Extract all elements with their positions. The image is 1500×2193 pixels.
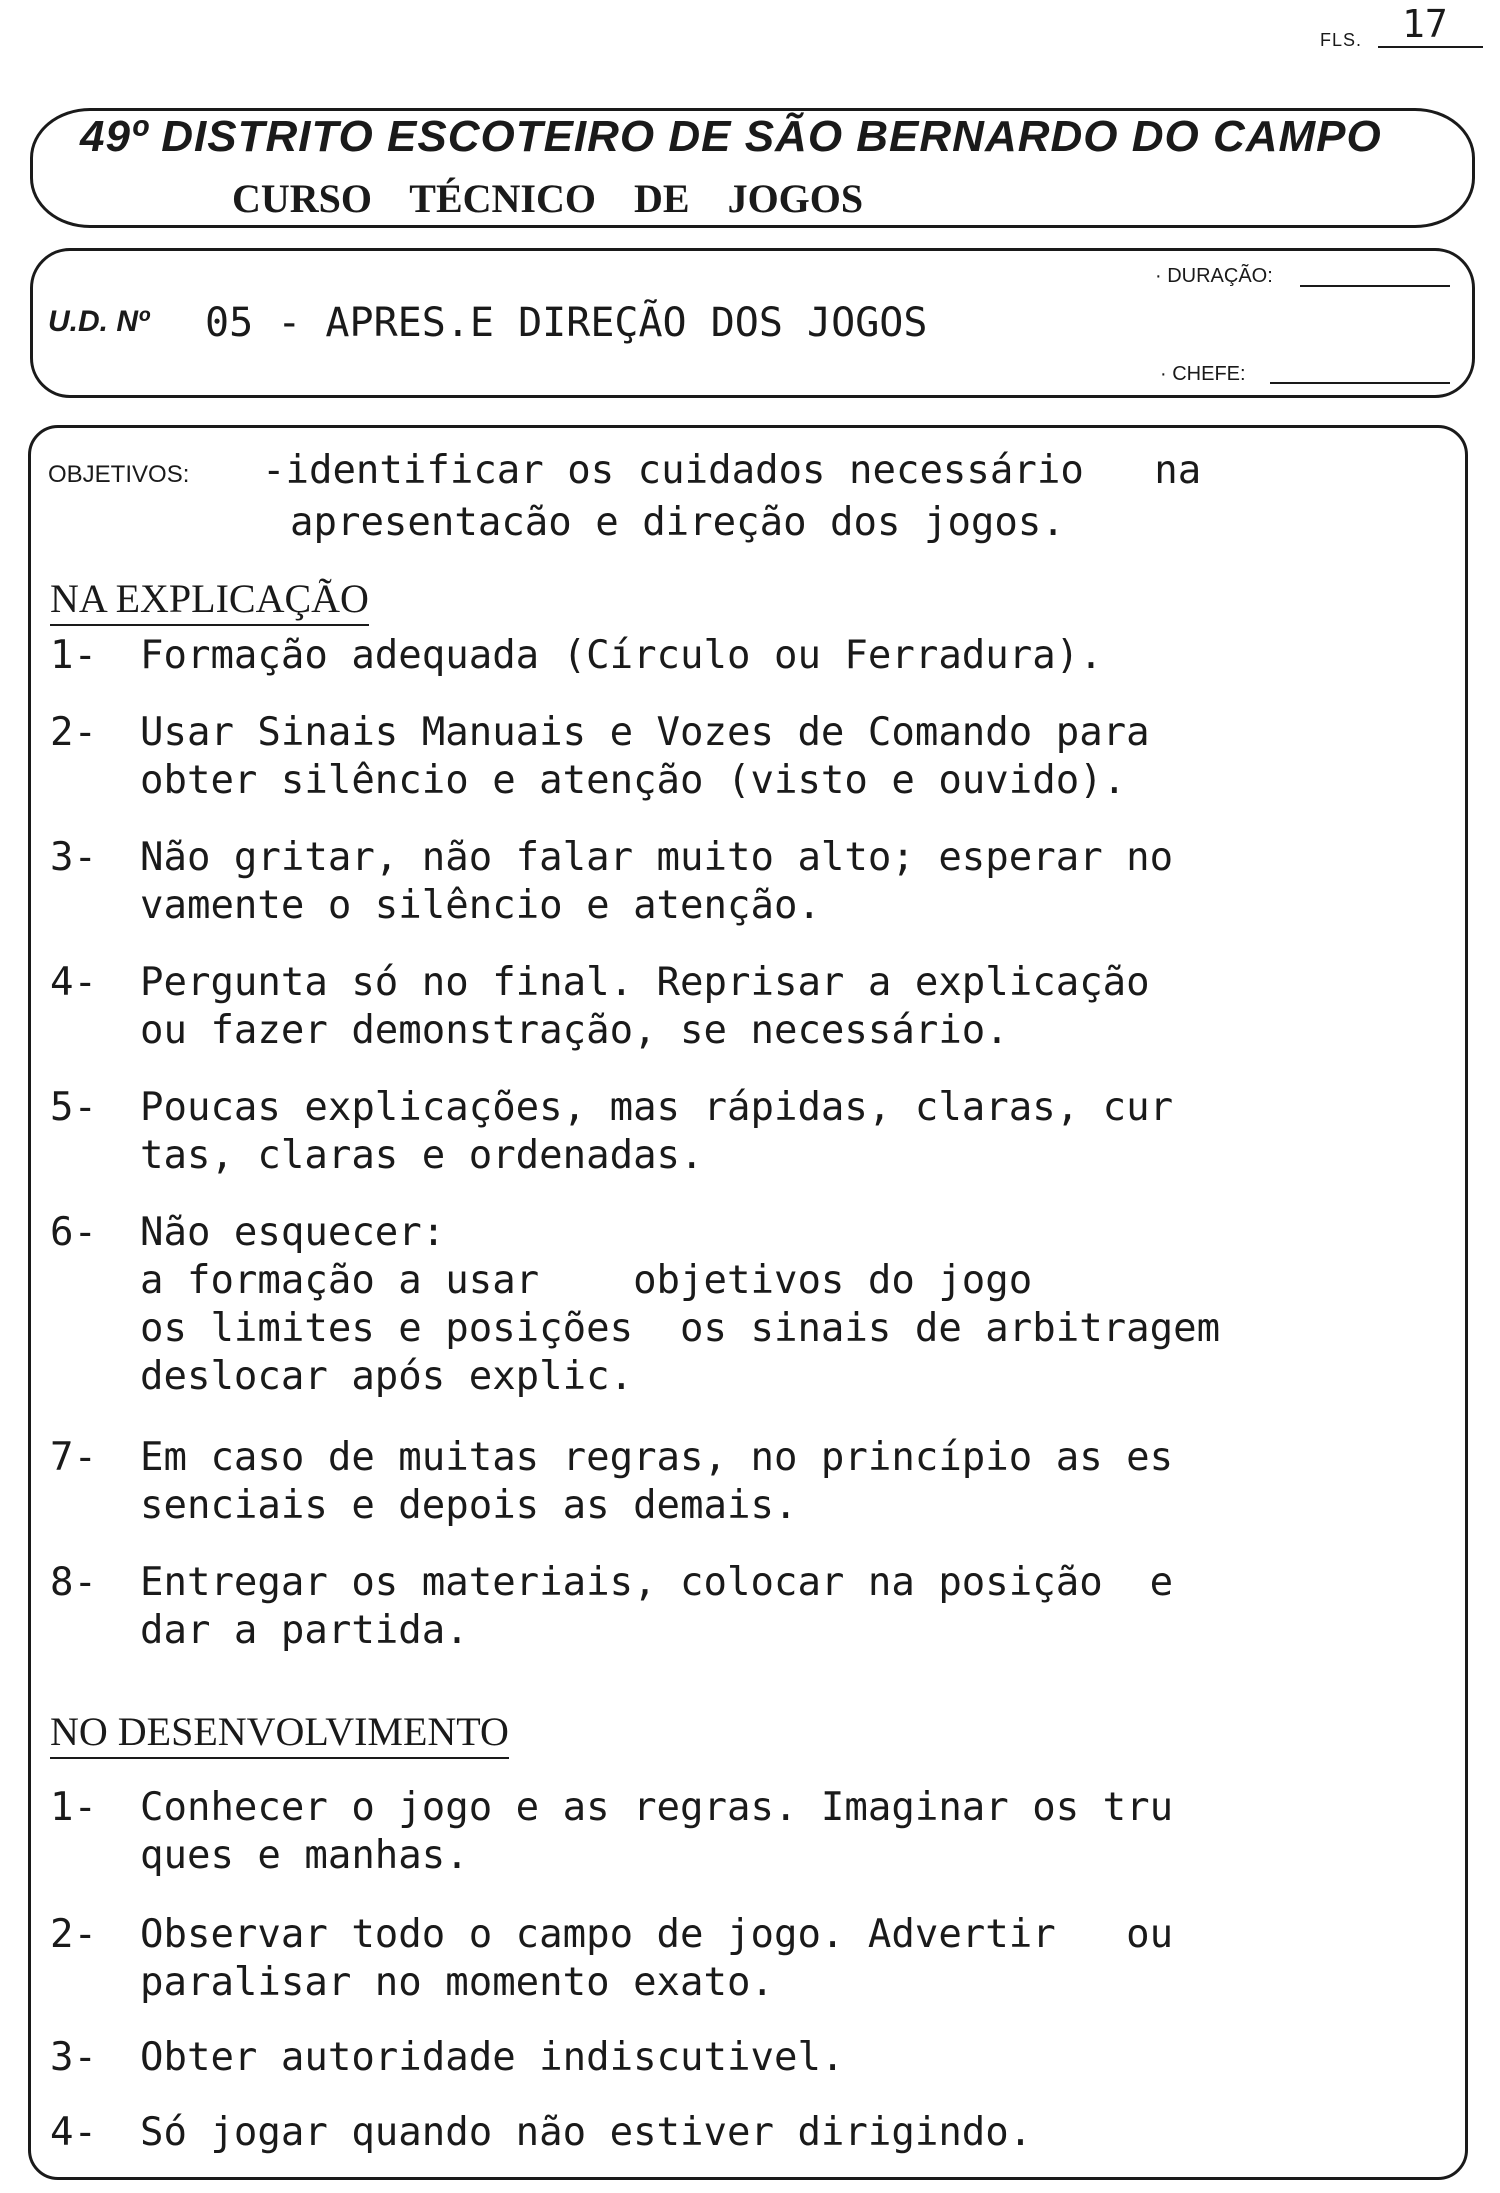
explanation-item-line: vamente o silêncio e atenção. <box>140 883 821 928</box>
development-item-line: Observar todo o campo de jogo. Advertir ou <box>140 1912 1174 1957</box>
development-item-line: ques e manhas. <box>140 1833 469 1878</box>
explanation-item-line: Não gritar, não falar muito alto; esperar no <box>140 835 1174 880</box>
explanation-item-line: deslocar após explic. <box>140 1354 634 1399</box>
explanation-item-number: 5- <box>50 1085 97 1130</box>
development-item-line: Só jogar quando não estiver dirigindo. <box>140 2110 1033 2155</box>
explanation-item-line: senciais e depois as demais. <box>140 1483 798 1528</box>
development-item-line: Obter autoridade indiscutivel. <box>140 2035 845 2080</box>
explanation-item-number: 6- <box>50 1210 97 1255</box>
objectives-label: OBJETIVOS: <box>48 461 190 488</box>
development-heading: NO DESENVOLVIMENTO <box>50 1708 509 1759</box>
explanation-item-line: os limites e posições os sinais de arbitragem <box>140 1306 1221 1351</box>
explanation-item-number: 2- <box>50 710 97 755</box>
explanation-item-line: obter silêncio e atenção (visto e ouvido). <box>140 758 1127 803</box>
explanation-item-line: Pergunta só no final. Reprisar a explicação <box>140 960 1150 1005</box>
objectives-line-2: apresentacão e direção dos jogos. <box>290 500 1065 545</box>
explanation-item-number: 1- <box>50 633 97 678</box>
development-item-number: 4- <box>50 2110 97 2155</box>
development-item-number: 2- <box>50 1912 97 1957</box>
explanation-item-line: Poucas explicações, mas rápidas, claras, cur <box>140 1085 1174 1130</box>
organization-title: 49º DISTRITO ESCOTEIRO DE SÃO BERNARDO DO CAMPO <box>80 112 1382 161</box>
duration-label: · DURAÇÃO: <box>1155 265 1273 287</box>
explanation-item-line: dar a partida. <box>140 1608 469 1653</box>
development-item-line: Conhecer o jogo e as regras. Imaginar os tru <box>140 1785 1174 1830</box>
chief-label: · CHEFE: <box>1160 363 1246 385</box>
explanation-item-line: Em caso de muitas regras, no princípio as es <box>140 1435 1174 1480</box>
objectives-line-1: -identificar os cuidados necessário na <box>262 448 1202 493</box>
explanation-item-line: Usar Sinais Manuais e Vozes de Comando para <box>140 710 1150 755</box>
explanation-item-line: Não esquecer: <box>140 1210 446 1255</box>
unit-label: U.D. Nº <box>48 305 149 338</box>
explanation-item-line: ou fazer demonstração, se necessário. <box>140 1008 1009 1053</box>
explanation-item-line: Entregar os materiais, colocar na posição e <box>140 1560 1174 1605</box>
explanation-item-line: Formação adequada (Círculo ou Ferradura). <box>140 633 1103 678</box>
explanation-item-line: a formação a usar objetivos do jogo <box>140 1258 1033 1303</box>
explanation-item-number: 3- <box>50 835 97 880</box>
explanation-item-number: 7- <box>50 1435 97 1480</box>
duration-field-line <box>1300 285 1450 287</box>
explanation-heading: NA EXPLICAÇÃO <box>50 575 369 626</box>
development-item-number: 1- <box>50 1785 97 1830</box>
chief-field-line <box>1270 382 1450 384</box>
explanation-item-number: 4- <box>50 960 97 1005</box>
unit-title: 05 - APRES.E DIREÇÃO DOS JOGOS <box>205 300 928 346</box>
development-item-line: paralisar no momento exato. <box>140 1960 774 2005</box>
development-item-number: 3- <box>50 2035 97 2080</box>
page-number-value: 17 <box>1402 2 1448 46</box>
course-title: CURSO TÉCNICO DE JOGOS <box>232 176 864 221</box>
page-number-underline <box>1378 46 1483 48</box>
page-number-label: FLS. <box>1320 30 1363 50</box>
explanation-item-line: tas, claras e ordenadas. <box>140 1133 704 1178</box>
explanation-item-number: 8- <box>50 1560 97 1605</box>
